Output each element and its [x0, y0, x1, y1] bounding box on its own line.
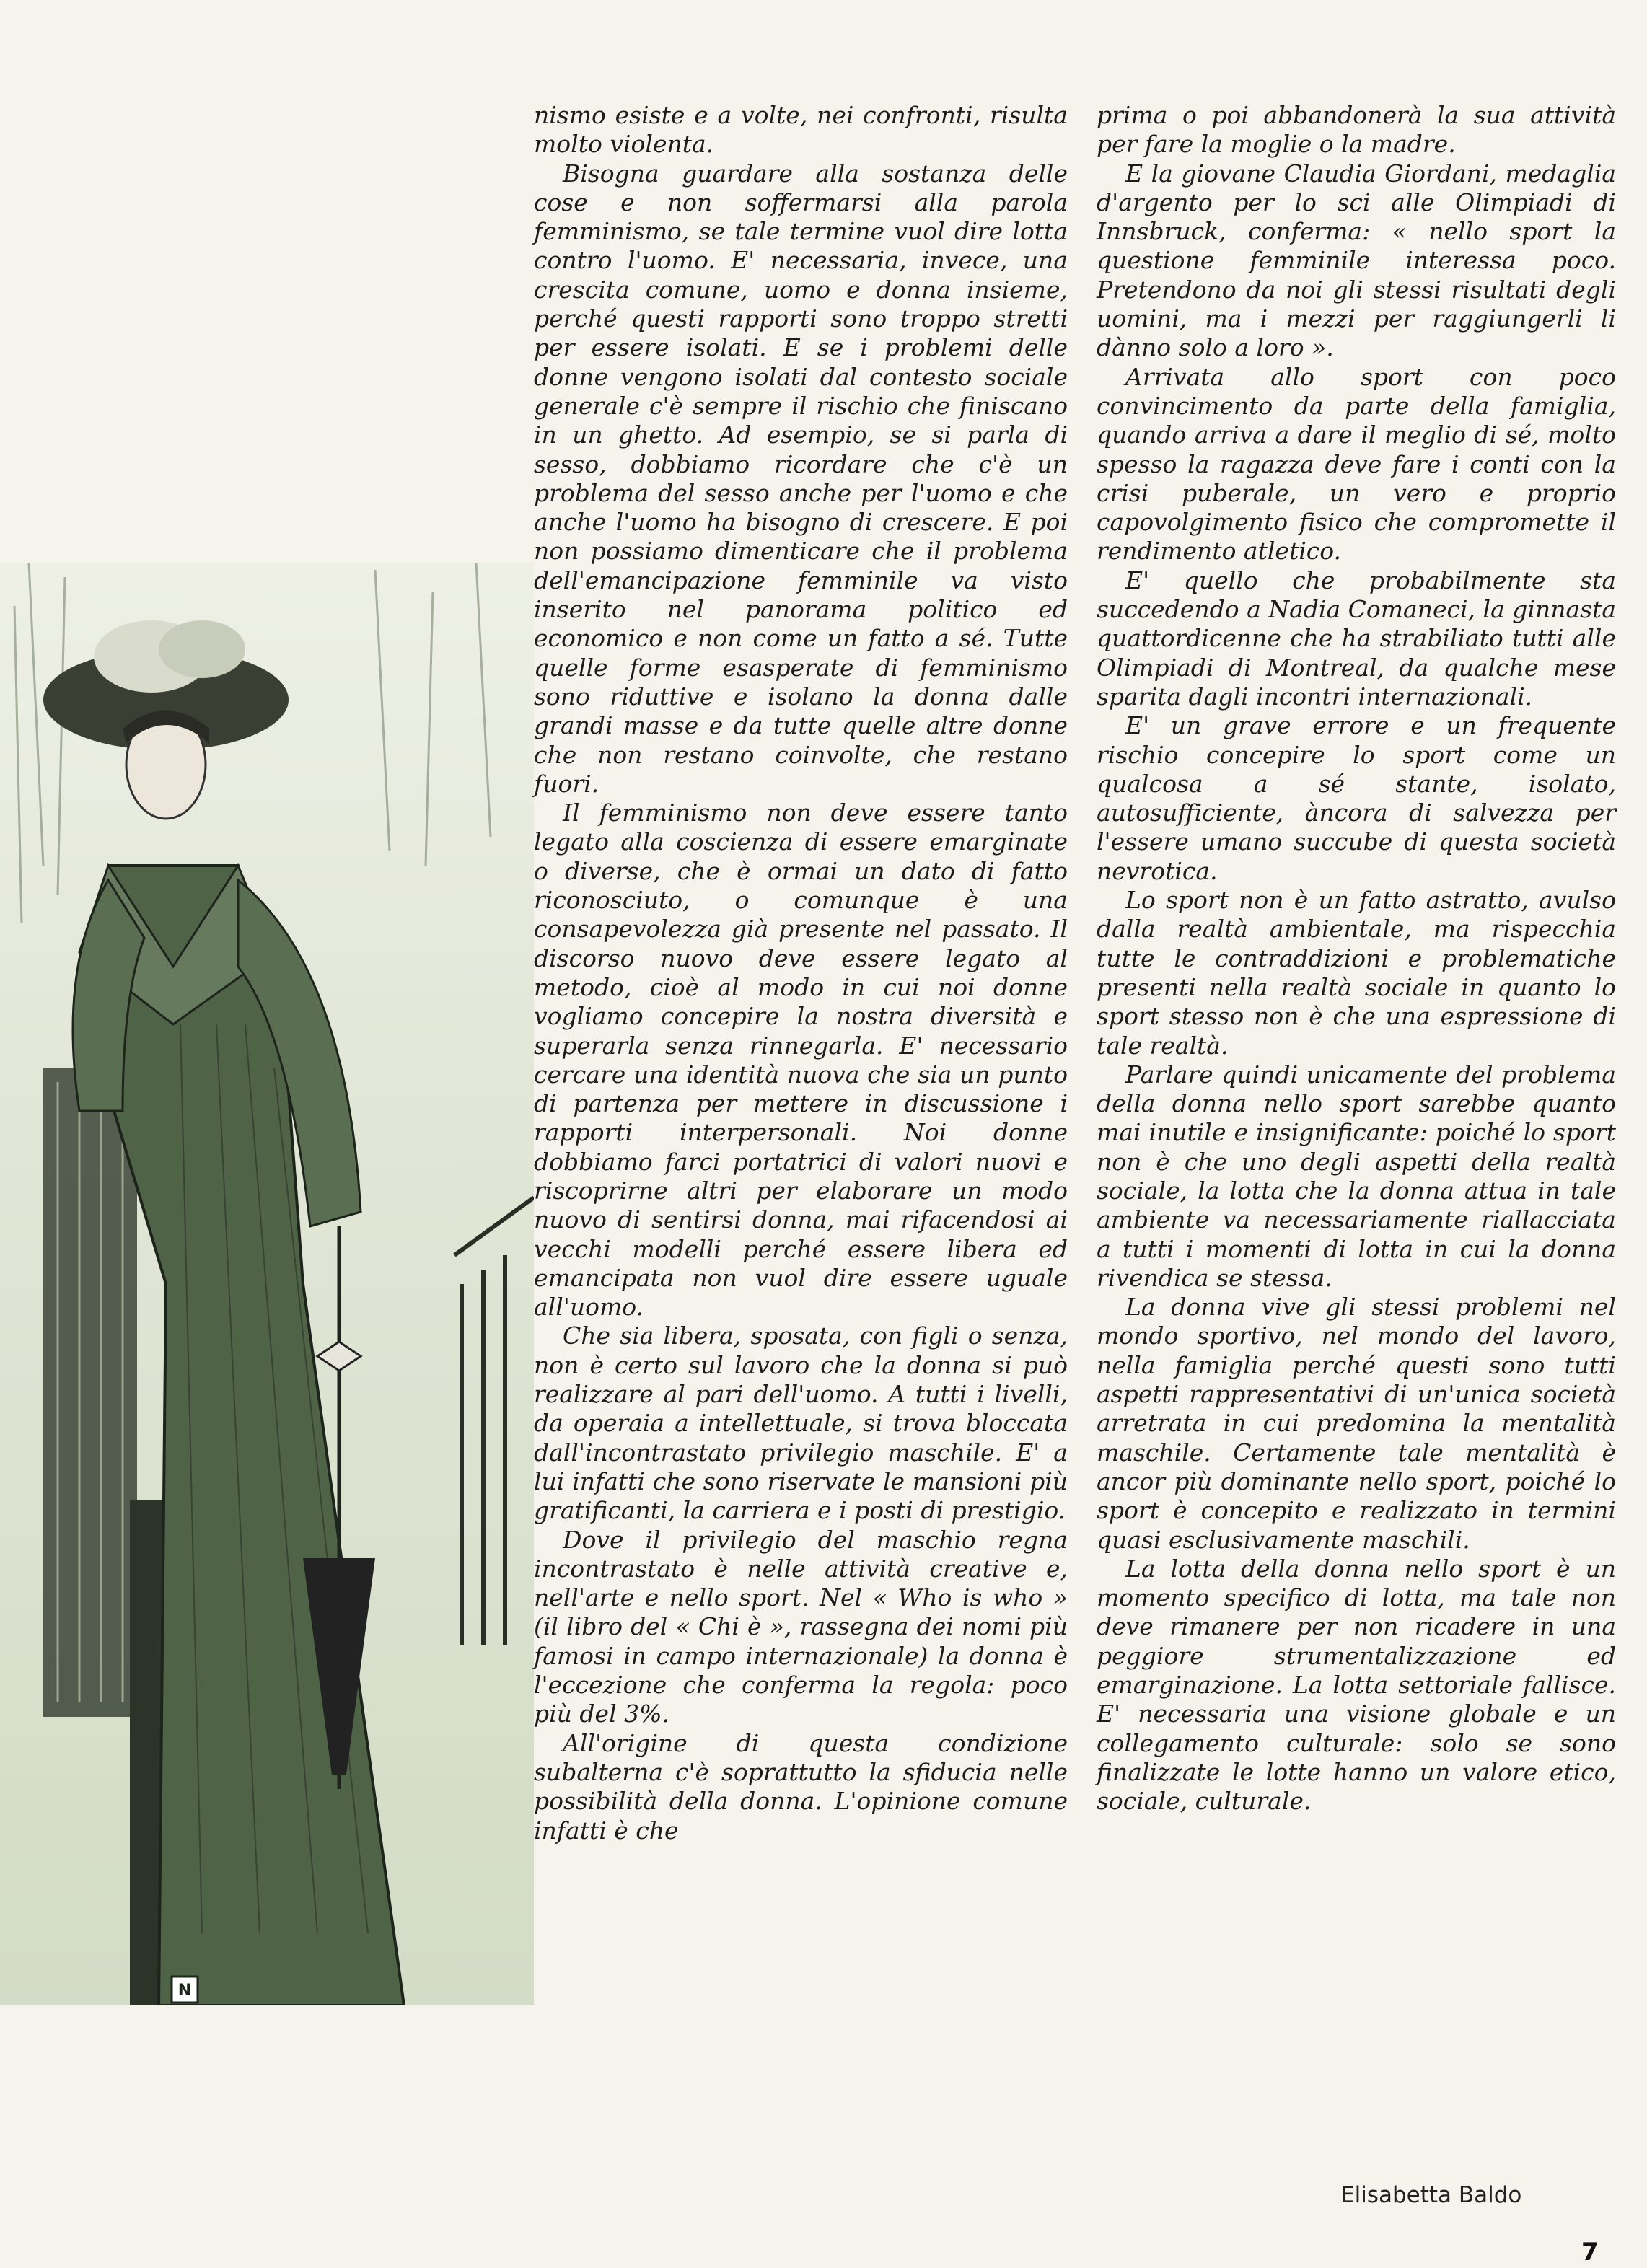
monogram-icon — [170, 1975, 199, 2004]
paragraph: Arrivata allo sport con poco convincimento da parte della famiglia, quando arriva a dare il meglio di sé, molto spesso la ragazza deve fare i conti con la crisi puberale, un vero e proprio capovolgimento fisico che compromette il rendimento atletico. — [1097, 362, 1616, 566]
article-column-2 — [1097, 101, 1616, 1816]
paragraph: All'origine di questa condizione subalterna c'è soprattutto la sfiducia nelle possibilità della donna. L'opinione comune infatti è che — [534, 1728, 1068, 1845]
paragraph: La lotta della donna nello sport è un momento specifico di lotta, ma tale non deve rimanere per non ricadere in una peggiore strumentalizzazione ed emarginazione. La lotta settoriale fallisce. E' necessaria una visione globale e un collegamento culturale: solo se sono finalizzate le lotte hanno un valore etico, sociale, culturale. — [1097, 1554, 1616, 1816]
engraving-figure — [0, 563, 534, 2005]
paragraph: Bisogna guardare alla sostanza delle cose e non soffermarsi alla parola femminismo, se tale termine vuol dire lotta contro l'uomo. E' necessaria, invece, una crescita comune, uomo e donna insieme, perché questi rapporti sono troppo stretti per essere isolati. E se i problemi delle donne vengono isolati dal contesto sociale generale c'è sempre il rischio che finiscano in un ghetto. Ad esempio, se si parla di sesso, dobbiamo ricordare che c'è un problema del sesso anche per l'uomo e che anche l'uomo ha bisogno di crescere. E poi non possiamo dimenticare che il problema dell'emancipazione femminile va visto inserito nel panorama politico ed economico e non come un fatto a sé. Tutte quelle forme esasperate di femminismo sono riduttive e isolano la donna dalle grandi masse e da tutte quelle altre donne che non restano coinvolte, che restano fuori. — [534, 159, 1068, 798]
author-signature: Elisabetta Baldo — [1340, 2182, 1522, 2208]
paragraph: E' un grave errore e un frequente rischio concepire lo sport come un qualcosa a sé stante, isolato, autosufficiente, àncora di salvezza per l'essere umano succube di questa società nevrotica. — [1097, 711, 1616, 885]
article-column-1 — [534, 101, 1068, 1845]
paragraph: E' quello che probabilmente sta succedendo a Nadia Comaneci, la ginnasta quattordicenne che ha strabiliato tutti alle Olimpiadi di Montreal, da qualche mese sparita dagli incontri internazionali. — [1097, 566, 1616, 711]
paragraph: E la giovane Claudia Giordani, medaglia d'argento per lo sci alle Olimpiadi di Innsbruck, conferma: « nello sport la questione femminile interessa poco. Pretendono da noi gli stessi risultati degli uomini, ma i mezzi per raggiungerli li dànno solo a loro ». — [1097, 159, 1616, 362]
page-number: 7 — [1581, 2238, 1599, 2267]
paragraph: Che sia libera, sposata, con figli o senza, non è certo sul lavoro che la donna si può realizzare al pari dell'uomo. A tutti i livelli, da operaia a intellettuale, si trova bloccata dall'incontrastato privilegio maschile. E' a lui infatti che sono riservate le mansioni più gratificanti, la carriera e i posti di prestigio. — [534, 1322, 1068, 1525]
paragraph: prima o poi abbandonerà la sua attività per fare la moglie o la madre. — [1097, 101, 1616, 159]
paragraph: La donna vive gli stessi problemi nel mondo sportivo, nel mondo del lavoro, nella famiglia perché questi sono tutti aspetti rappresentativi di un'unica società arretrata in cui predomina la mentalità maschile. Certamente tale mentalità è ancor più dominante nello sport, poiché lo sport è concepito e realizzato in termini quasi esclusivamente maschili. — [1097, 1293, 1616, 1554]
paragraph: Il femminismo non deve essere tanto legato alla coscienza di essere emarginate o diverse, che è ormai un dato di fatto riconosciuto, o comunque è una consapevolezza già presente nel passato. Il discorso nuovo deve essere legato al metodo, cioè al modo in cui noi donne vogliamo concepire la nostra diversità e superarla senza rinnegarla. E' necessario cercare una identità nuova che sia un punto di partenza per mettere in discussione i rapporti interpersonali. Noi donne dobbiamo farci portatrici di valori nuovi e riscoprirne altri per elaborare un modo nuovo di sentirsi donna, mai rifacendosi ai vecchi modelli perché essere libera ed emancipata non vuol dire essere uguale all'uomo. — [534, 799, 1068, 1322]
paragraph: Lo sport non è un fatto astratto, avulso dalla realtà ambientale, ma rispecchia tutte le contraddizioni e problematiche presenti nella realtà sociale in quanto lo sport stesso non è che una espressione di tale realtà. — [1097, 886, 1616, 1060]
paragraph: Parlare quindi unicamente del problema della donna nello sport sarebbe quanto mai inutile e insignificante: poiché lo sport non è che uno degli aspetti della realtà sociale, la lotta che la donna attua in tale ambiente va necessariamente riallacciata a tutti i momenti di lotta in cui la donna rivendica se stessa. — [1097, 1060, 1616, 1292]
svg-text:N: N — [177, 1982, 192, 2000]
paragraph: Dove il privilegio del maschio regna incontrastato è nelle attività creative e, nell'arte e nello sport. Nel « Who is who » (il libro del « Chi è », rassegna dei nomi più famosi in campo internazionale) la donna è l'eccezione che conferma la regola: poco più del 3%. — [534, 1525, 1068, 1728]
illustration-woman-with-umbrella — [0, 563, 534, 2005]
paragraph: nismo esiste e a volte, nei confronti, risulta molto violenta. — [534, 101, 1068, 159]
